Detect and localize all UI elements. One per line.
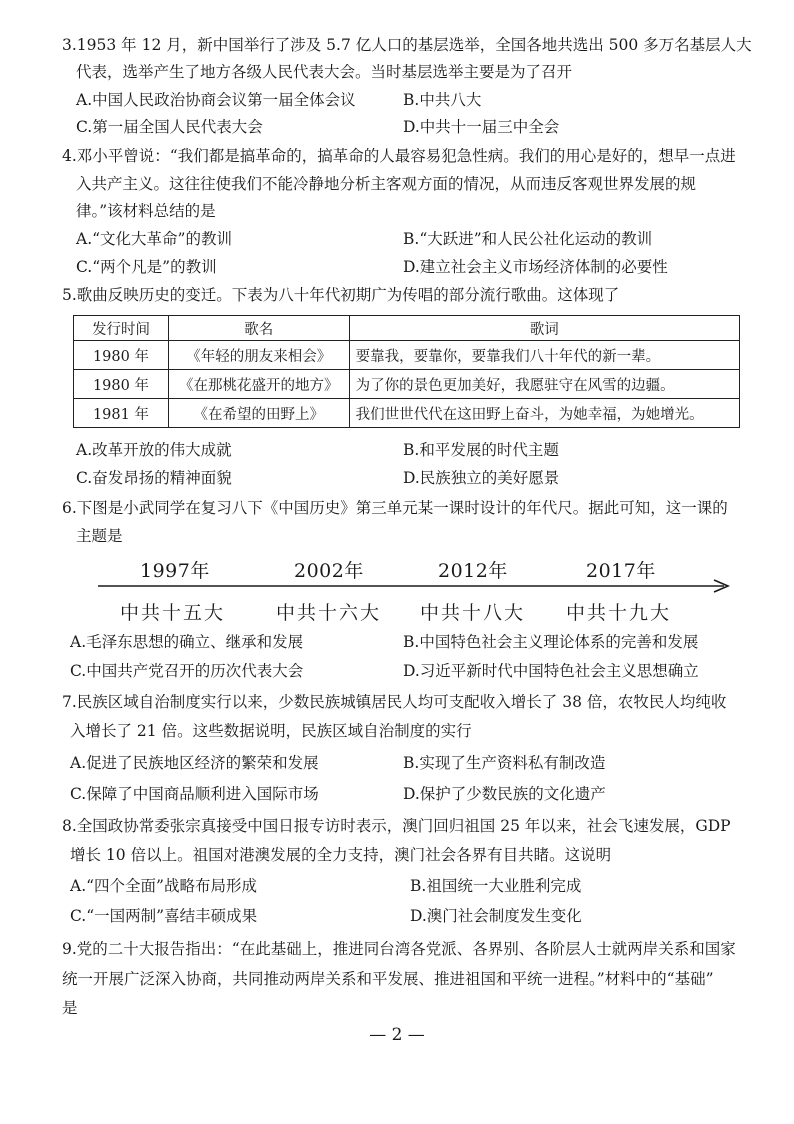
song-title-cell: 《在那桃花盛开的地方》	[168, 370, 349, 399]
q3-option-a: A.中国人民政治协商会议第一届全体会议	[76, 91, 356, 109]
song-table-header: 发行时间	[74, 316, 169, 341]
q4-stem-line2: 入共产主义。这往往使我们不能冷静地分析主客观方面的情况，从而违反客观世界发展的规	[76, 175, 697, 193]
q5-option-d: D.民族独立的美好愿景	[403, 469, 560, 487]
timeline-year: 2017年	[586, 560, 656, 582]
page-number: — 2 —	[369, 1025, 425, 1045]
timeline-year: 2012年	[438, 560, 508, 582]
q5-option-c: C.奋发昂扬的精神面貌	[76, 469, 232, 487]
q3-stem-line2: 代表，选举产生了地方各级人民代表大会。当时基层选举主要是为了召开	[76, 63, 573, 81]
q9-stem-line3: 是	[62, 999, 78, 1017]
song-title-cell: 《在希望的田野上》	[168, 399, 349, 428]
timeline-event: 中共十九大	[566, 602, 672, 624]
song-date-cell: 1980 年	[74, 341, 169, 370]
q3-stem-line1: 3.1953 年 12 月，新中国举行了涉及 5.7 亿人口的基层选举，全国各地共选出 500 多万名基层人大	[62, 36, 752, 54]
song-lyric-cell: 要靠我，要靠你，要靠我们八十年代的新一辈。	[349, 341, 739, 370]
q5-stem-line1: 5.歌曲反映历史的变迁。下表为八十年代初期广为传唱的部分流行歌曲。这体现了	[62, 286, 620, 304]
q6-stem-line1: 6.下图是小武同学在复习八下《中国历史》第三单元某一课时设计的年代尺。据此可知，这一课的	[62, 499, 728, 517]
q7-stem-line2: 入增长了 21 倍。这些数据说明，民族区域自治制度的实行	[70, 722, 472, 740]
q7-stem-line1: 7.民族区域自治制度实行以来，少数民族城镇居民人均可支配收入增长了 38 倍，农牧民人均纯收	[62, 693, 727, 711]
q4-stem-line1: 4.邓小平曾说：“我们都是搞革命的，搞革命的人最容易犯急性病。我们的用心是好的，想早一点进	[62, 147, 736, 165]
song-date-cell: 1980 年	[74, 370, 169, 399]
song-lyric-cell: 为了你的景色更加美好，我愿驻守在风雪的边疆。	[349, 370, 739, 399]
song-table-header-row	[74, 316, 740, 341]
q4-stem-line3: 律。”该材料总结的是	[76, 202, 216, 220]
timeline-year: 1997年	[140, 560, 210, 582]
q3-option-b: B.中共八大	[403, 91, 482, 109]
q4-option-b: B.“大跃进”和人民公社化运动的教训	[403, 230, 653, 248]
song-title-cell: 《年轻的朋友来相会》	[168, 341, 349, 370]
song-table-header: 歌名	[168, 316, 349, 341]
q3-option-c: C.第一届全国人民代表大会	[76, 118, 263, 136]
timeline-year: 2002年	[294, 560, 364, 582]
q7-option-d: D.保护了少数民族的文化遗产	[403, 785, 606, 803]
q9-stem-line2: 统一开展广泛深入协商，共同推动两岸关系和平发展、推进祖国和平统一进程。”材料中的“基础”	[62, 970, 714, 988]
q8-option-b: B.祖国统一大业胜利完成	[410, 877, 582, 895]
q8-stem-line2: 增长 10 倍以上。祖国对港澳发展的全力支持，澳门社会各界有目共睹。这说明	[70, 846, 612, 864]
q8-option-d: D.澳门社会制度发生变化	[410, 907, 582, 925]
q3-option-d: D.中共十一届三中全会	[403, 118, 560, 136]
q6-option-d: D.习近平新时代中国特色社会主义思想确立	[403, 662, 699, 680]
song-date-cell: 1981 年	[74, 399, 169, 428]
table-row	[74, 399, 740, 428]
q9-stem-line1: 9.党的二十大报告指出：“在此基础上，推进同台湾各党派、各界别、各阶层人士就两岸关系和国家	[62, 940, 736, 958]
table-row	[74, 370, 740, 399]
timeline-event: 中共十八大	[420, 602, 526, 624]
q6-option-c: C.中国共产党召开的历次代表大会	[70, 662, 304, 680]
song-table-header: 歌词	[349, 316, 739, 341]
timeline-event: 中共十六大	[276, 602, 382, 624]
q5-option-a: A.改革开放的伟大成就	[76, 441, 232, 459]
q7-option-c: C.保障了中国商品顺利进入国际市场	[70, 785, 319, 803]
q4-option-d: D.建立社会主义市场经济体制的必要性	[403, 258, 668, 276]
q7-option-b: B.实现了生产资料私有制改造	[403, 754, 606, 772]
timeline-ruler	[96, 548, 736, 628]
table-row	[74, 341, 740, 370]
q8-stem-line1: 8.全国政协常委张宗真接受中国日报专访时表示，澳门回归祖国 25 年以来，社会飞速发展，GDP	[62, 817, 731, 835]
q8-option-a: A.“四个全面”战略布局形成	[70, 877, 257, 895]
song-lyric-cell: 我们世世代代在这田野上奋斗，为她幸福，为她增光。	[349, 399, 739, 428]
q6-option-a: A.毛泽东思想的确立、继承和发展	[70, 633, 304, 651]
q6-option-b: B.中国特色社会主义理论体系的完善和发展	[403, 633, 699, 651]
q8-option-c: C.“一国两制”喜结丰硕成果	[70, 907, 258, 925]
q7-option-a: A.促进了民族地区经济的繁荣和发展	[70, 754, 319, 772]
timeline-event: 中共十五大	[120, 602, 226, 624]
timeline-arrow	[96, 578, 736, 594]
q6-stem-line2: 主题是	[76, 527, 123, 545]
song-table	[73, 315, 740, 428]
q4-option-c: C.“两个凡是”的教训	[76, 258, 217, 276]
q5-option-b: B.和平发展的时代主题	[403, 441, 559, 459]
q4-option-a: A.“文化大革命”的教训	[76, 230, 232, 248]
